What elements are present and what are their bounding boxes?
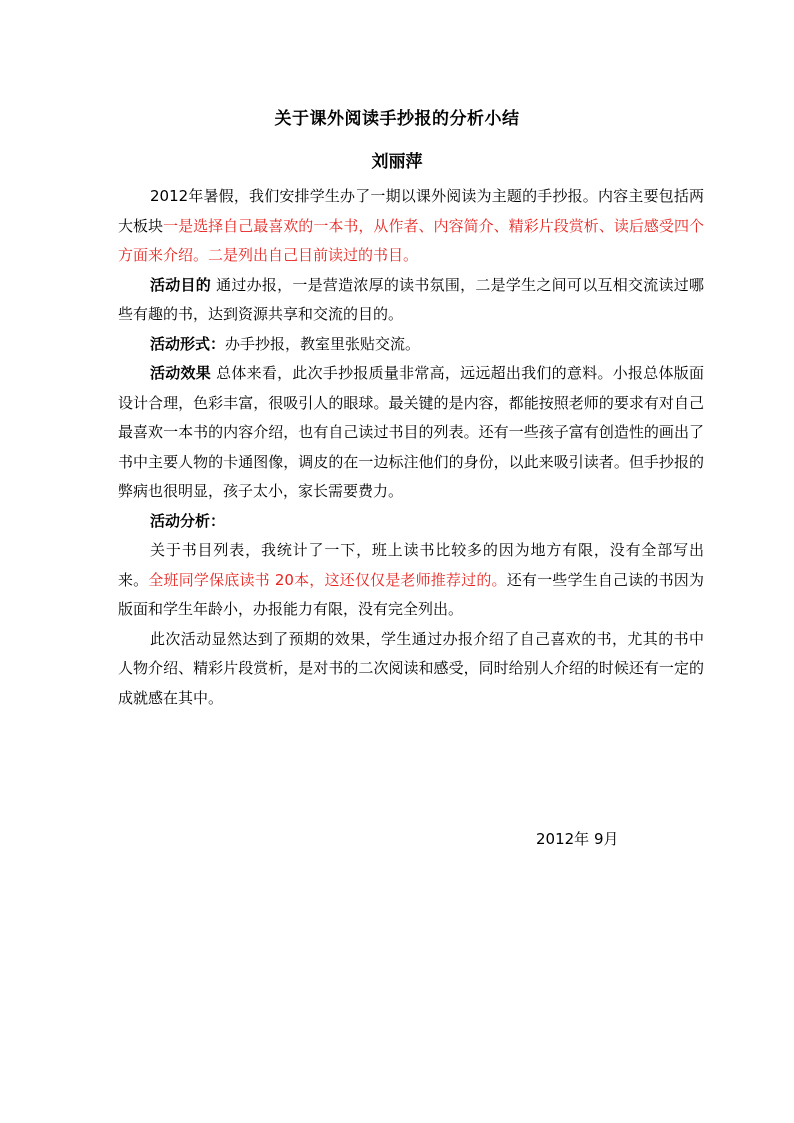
conclusion-text: 此次活动显然达到了预期的效果，学生通过办报介绍了自己喜欢的书，尤其的书中人物介绍、精彩片段赏析，是对书的二次阅读和感受，同时给别人介绍的时候还有一定的成就感在其中。	[118, 629, 704, 707]
paragraph-purpose	[118, 271, 704, 330]
paragraph-intro	[118, 182, 704, 271]
form-text: 办手抄报，教室里张贴交流。	[225, 334, 421, 353]
paragraph-booklist	[118, 536, 704, 625]
effect-label: 活动效果	[150, 364, 212, 382]
form-label: 活动形式：	[150, 334, 226, 353]
booklist-text-a: 关于书目列表，我统计了一下，班上读书比较多的因为地方有限，没有全部写出来。	[118, 541, 704, 589]
document-date: 2012年 9月	[536, 830, 619, 848]
document-author: 刘丽萍	[371, 152, 423, 172]
effect-text: 总体来看，此次手抄报质量非常高，远远超出我们的意料。小报总体版面设计合理，色彩丰富，很吸引人的眼球。最关键的是内容，都能按照老师的要求有对自己最喜欢一本书的内容介绍，也有自己读过书目的列表。还有一些孩子富有创造性的画出了书中主要人物的卡通图像，调皮的在一边标注他们的身份，以此来吸引读者。但手抄报的弊病也很明显，孩子太小，家长需要费力。	[118, 364, 704, 500]
paragraph-analysis-heading	[118, 507, 704, 537]
purpose-label: 活动目的	[150, 275, 212, 294]
document-body	[118, 182, 704, 713]
intro-text: 2012年暑假，我们安排学生办了一期以课外阅读为主题的手抄报。内容主要包括两大板块	[118, 187, 704, 235]
purpose-text: 通过办报，一是营造浓厚的读书氛围，二是学生之间可以互相交流读过哪些有趣的书，达到资源共享和交流的目的。	[118, 275, 704, 323]
booklist-text-b: 还有一些学生自己读的书因为版面和学生年龄小，办报能力有限，没有完全列出。	[118, 570, 704, 618]
intro-highlight-text: 一是选择自己最喜欢的一本书，从作者、内容简介、精彩片段赏析、读后感受四个方面来介绍。二是列出自己目前读过的书目。	[118, 216, 704, 264]
paragraph-effect	[118, 359, 704, 507]
analysis-label: 活动分析：	[150, 511, 226, 530]
paragraph-form	[118, 330, 704, 360]
document-title: 关于课外阅读手抄报的分析小结	[274, 109, 520, 129]
paragraph-conclusion	[118, 625, 704, 714]
booklist-highlight-text: 全班同学保底读书 20本，这还仅仅是老师推荐过的。	[148, 570, 507, 589]
